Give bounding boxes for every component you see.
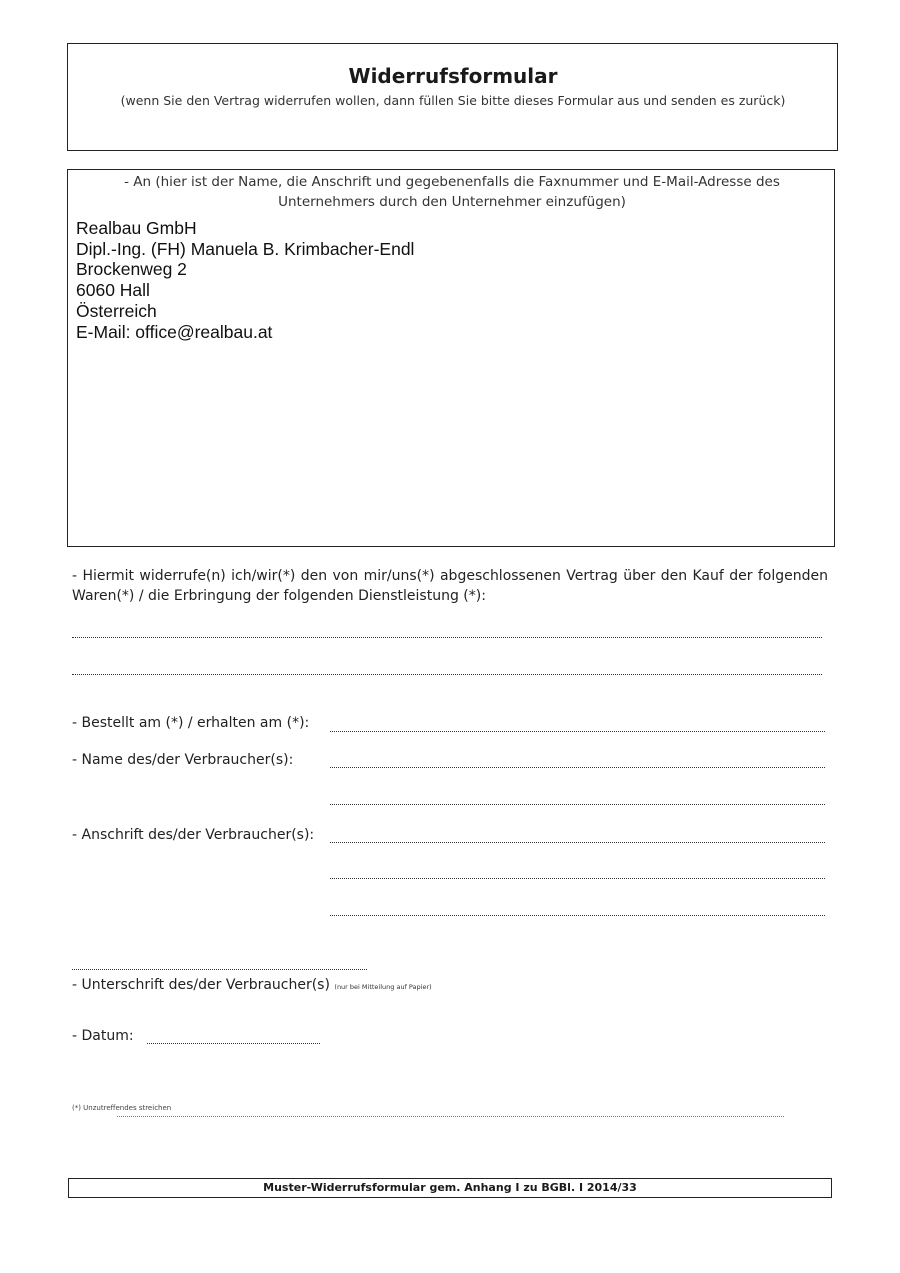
withdrawal-declaration: - Hiermit widerrufe(n) ich/wir(*) den von mir/uns(*) abgeschlossenen Vertrag über den Kauf der folgenden Waren(*) / die Erbringung der folgenden Dienstleistung (*): [72, 568, 828, 604]
address-label: - Anschrift des/der Verbraucher(s): [72, 827, 315, 843]
footnote: (*) Unzutreffendes streichen [72, 1104, 172, 1112]
ordered-label: - Bestellt am (*) / erhalten am (*): [72, 715, 310, 731]
recipient-address [76, 218, 414, 342]
ordered-date-field[interactable] [330, 731, 825, 732]
address-field-1[interactable] [330, 842, 825, 843]
signature-label-text: - Unterschrift des/der Verbraucher(s) [72, 977, 330, 993]
name-field-1[interactable] [330, 767, 825, 768]
address-field-2[interactable] [330, 878, 825, 879]
footnote-rule [117, 1116, 784, 1117]
address-line-city: 6060 Hall [76, 280, 150, 301]
recipient-instruction: - An (hier ist der Name, die Anschrift und gegebenenfalls die Faxnummer und E-Mail-Adresse des Unternehmers durch den Unternehmer einzufügen) [124, 174, 780, 210]
goods-line-1[interactable] [72, 637, 822, 638]
date-label: - Datum: [72, 1028, 134, 1044]
address-line-street: Brockenweg 2 [76, 259, 187, 280]
address-field-3[interactable] [330, 915, 825, 916]
address-line-country: Österreich [76, 300, 157, 321]
footer-reference: Muster-Widerrufsformular gem. Anhang I zu BGBl. I 2014/33 [263, 1181, 637, 1194]
form-subtitle: (wenn Sie den Vertrag widerrufen wollen, dann füllen Sie bitte dieses Formular aus und senden es zurück) [120, 93, 786, 108]
form-title: Widerrufsformular [348, 64, 558, 88]
goods-line-2[interactable] [72, 674, 822, 675]
address-line-company: Realbau GmbH [76, 218, 197, 238]
signature-field[interactable] [72, 969, 367, 970]
date-field[interactable] [147, 1043, 320, 1044]
signature-note: (nur bei Mitteilung auf Papier) [334, 983, 432, 991]
address-line-email: E-Mail: office@realbau.at [76, 321, 273, 342]
name-field-2[interactable] [330, 804, 825, 805]
signature-label [72, 977, 432, 993]
name-label: - Name des/der Verbraucher(s): [72, 752, 294, 768]
address-line-contact: Dipl.-Ing. (FH) Manuela B. Krimbacher-Endl [76, 238, 415, 259]
